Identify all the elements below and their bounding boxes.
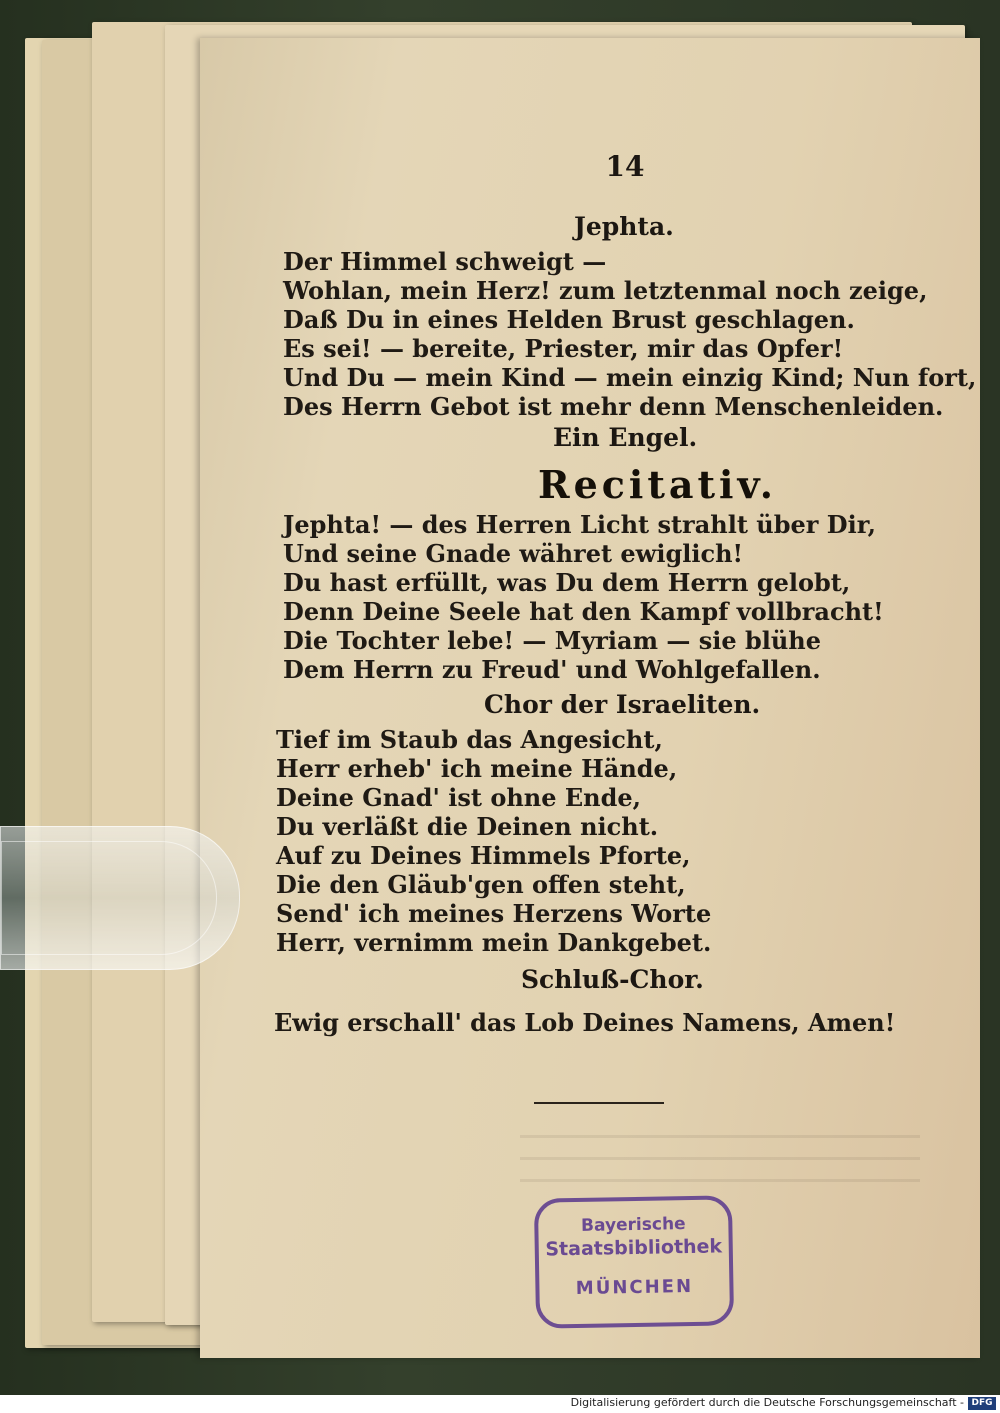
verse-line: Wohlan, mein Herz! zum letztenmal noch zeige, (283, 276, 928, 305)
page-clip-edge (1, 841, 217, 955)
verse-line: Die den Gläub'gen offen steht, (276, 870, 686, 899)
verse-line: Daß Du in eines Helden Brust geschlagen. (283, 305, 855, 334)
verse-line: Send' ich meines Herzens Worte (276, 899, 712, 928)
page-number: 14 (605, 150, 645, 183)
verse-engel (283, 510, 884, 684)
verse-line: Auf zu Deines Himmels Pforte, (276, 841, 691, 870)
verse-line: Herr, vernimm mein Dankgebet. (276, 928, 712, 957)
speaker-engel: Ein Engel. (553, 423, 698, 452)
speaker-schluss-chor: Schluß-Chor. (521, 965, 704, 994)
verse-line: Deine Gnad' ist ohne Ende, (276, 783, 642, 812)
verse-jephta (283, 247, 976, 421)
stamp-line: Bayerische (580, 1214, 686, 1236)
speaker-jephta: Jephta. (574, 212, 674, 241)
verse-line: Die Tochter lebe! — Myriam — sie blühe (283, 626, 822, 655)
footer-credit: Digitalisierung gefördert durch die Deutsche Forschungsgemeinschaft - (570, 1396, 964, 1409)
verse-line: Der Himmel schweigt — (283, 247, 607, 276)
stamp-line: MÜNCHEN (575, 1275, 694, 1300)
end-rule (534, 1102, 664, 1104)
verse-line: Tief im Staub das Angesicht, (276, 725, 663, 754)
bleed-through-shadow (520, 1122, 920, 1182)
verse-schluss-chor (274, 1008, 895, 1037)
dfg-logo-icon: DFG (968, 1397, 996, 1410)
verse-line: Jephta! — des Herren Licht strahlt über Dir, (283, 510, 876, 539)
verse-line: Herr erheb' ich meine Hände, (276, 754, 678, 783)
verse-line: Du hast erfüllt, was Du dem Herrn gelobt, (283, 568, 851, 597)
footer-bar (0, 1395, 1000, 1413)
speaker-chor-israeliten: Chor der Israeliten. (484, 690, 761, 719)
page-clip (0, 826, 240, 970)
verse-line: Du verläßt die Deinen nicht. (276, 812, 659, 841)
verse-line: Ewig erschall' das Lob Deines Namens, Amen! (274, 1008, 896, 1037)
heading-recitativ: Recitativ. (538, 462, 777, 507)
verse-line: Und seine Gnade währet ewiglich! (283, 539, 744, 568)
verse-line: Dem Herrn zu Freud' und Wohlgefallen. (283, 655, 821, 684)
library-stamp (534, 1195, 734, 1328)
verse-line: Und Du — mein Kind — mein einzig Kind; Nun fort, (283, 363, 977, 392)
verse-chor (276, 725, 711, 957)
verse-line: Denn Deine Seele hat den Kampf vollbracht! (283, 597, 884, 626)
stamp-line: Staatsbibliothek (545, 1235, 723, 1261)
verse-line: Es sei! — bereite, Priester, mir das Opfer! (283, 334, 844, 363)
verse-line: Des Herrn Gebot ist mehr denn Menschenleiden. (283, 392, 944, 421)
